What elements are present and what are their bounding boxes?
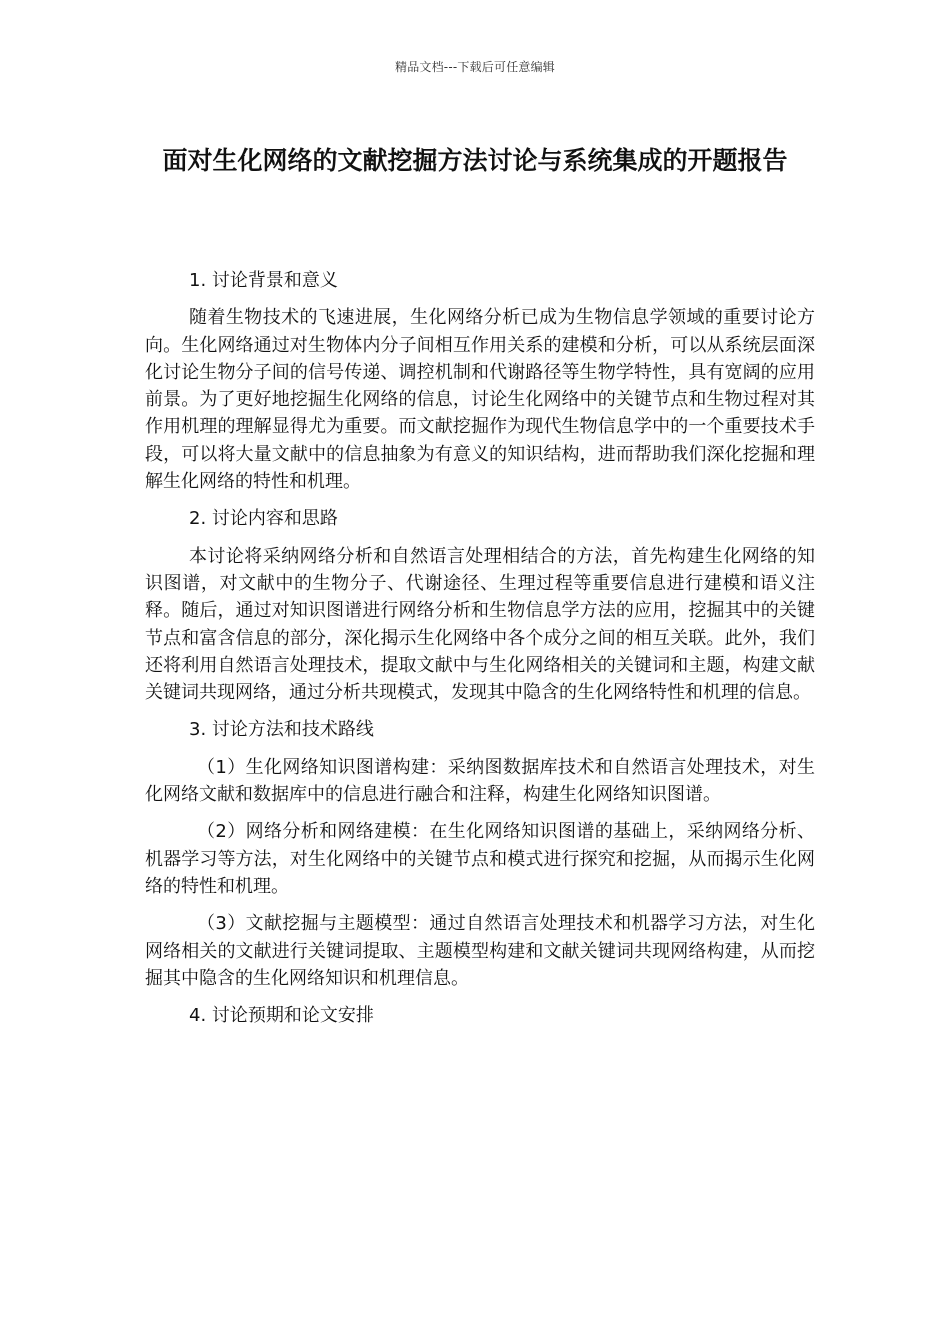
section-2-paragraph: 本讨论将采纳网络分析和自然语言处理相结合的方法，首先构建生化网络的知识图谱，对文献中的生物分子、代谢途径、生理过程等重要信息进行建模和语义注释。随后，通过对知识图谱进行网络分析和生物信息学方法的应用，挖掘其中的关键节点和富含信息的部分，深化揭示生化网络中各个成分之间的相互关联。此外，我们还将利用自然语言处理技术，提取文献中与生化网络相关的关键词和主题，构建文献关键词共现网络，通过分析共现模式，发现其中隐含的生化网络特性和机理的信息。: [145, 545, 815, 704]
section-heading-1: 1. 讨论背景和意义: [189, 270, 338, 291]
section-heading-4: 4. 讨论预期和论文安排: [189, 1005, 374, 1027]
method-item-2: （2）网络分析和网络建模：在生化网络知识图谱的基础上，采纳网络分析、机器学习等方法，对生化网络中的关键节点和模式进行探究和挖掘，从而揭示生化网络的特性和机理。: [145, 821, 815, 897]
method-item-3: （3）文献挖掘与主题模型：通过自然语言处理技术和机器学习方法，对生化网络相关的文献进行关键词提取、主题模型构建和文献关键词共现网络构建，从而挖掘其中隐含的生化网络知识和机理信息。: [145, 913, 815, 989]
section-1-paragraph: 随着生物技术的飞速进展，生化网络分析已成为生物信息学领域的重要讨论方向。生化网络通过对生物体内分子间相互作用关系的建模和分析，可以从系统层面深化讨论生物分子间的信号传递、调控机制和代谢路径等生物学特性，具有宽阔的应用前景。为了更好地挖掘生化网络的信息，讨论生化网络中的关键节点和生物过程对其作用机理的理解显得尤为重要。而文献挖掘作为现代生物信息学中的一个重要技术手段，可以将大量文献中的信息抽象为有意义的知识结构，进而帮助我们深化挖掘和理解生化网络的特性和机理。: [145, 307, 815, 493]
method-item-1: （1）生化网络知识图谱构建：采纳图数据库技术和自然语言处理技术，对生化网络文献和数据库中的信息进行融合和注释，构建生化网络知识图谱。: [145, 756, 815, 806]
section-heading-3: 3. 讨论方法和技术路线: [189, 719, 374, 741]
section-heading-2: 2. 讨论内容和思路: [189, 508, 338, 530]
document-title: 面对生化网络的文献挖掘方法讨论与系统集成的开题报告: [162, 146, 788, 175]
document-body: [145, 267, 815, 1039]
header-watermark: 精品文档---下载后可任意编辑: [395, 60, 555, 74]
